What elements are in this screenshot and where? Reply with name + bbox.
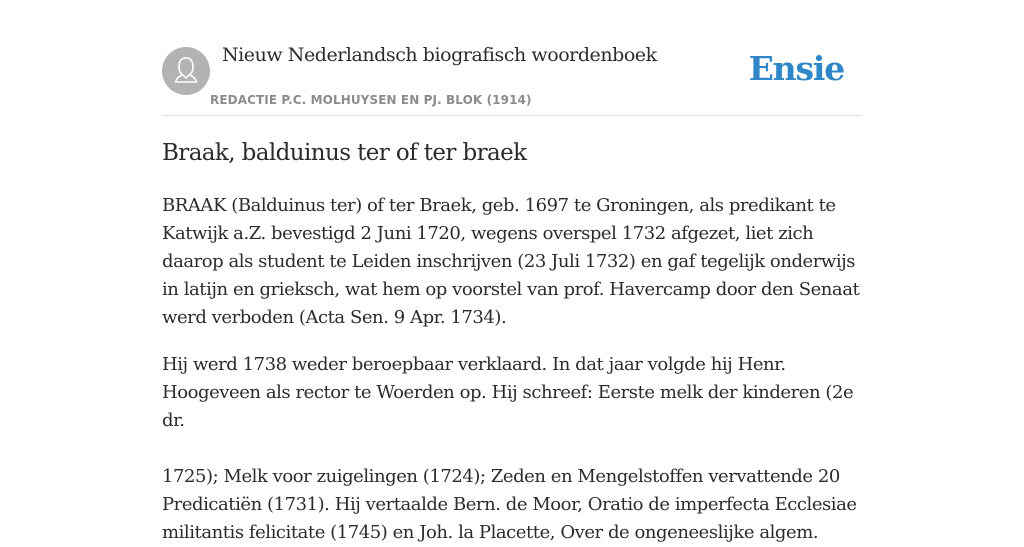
header-divider xyxy=(162,115,862,116)
ensie-logo[interactable]: Ensie xyxy=(748,49,844,88)
source-title[interactable]: Nieuw Nederlandsch biografisch woordenboek xyxy=(222,44,657,66)
article-title: Braak, balduinus ter of ter braek xyxy=(162,140,527,166)
source-avatar[interactable] xyxy=(162,47,210,95)
user-icon xyxy=(162,47,210,95)
article-body xyxy=(162,192,862,547)
article-paragraph: Hij werd 1738 weder beroepbaar verklaard. In dat jaar volgde hij Henr. Hoogeveen als rector te Woerden op. Hij schreef: Eerste melk der kinderen (2e dr. 1725); Melk voor zuigelingen (1724); Zeden en Mengelstoffen vervattende 20 Predicatiën (1731). Hij vertaalde Bern. de Moor, Oratio de imperfecta Ecclesiae militantis felicitate (1745) en Joh. la Placette, Over de ongeneeslijke algem. xyxy=(162,354,857,543)
source-subtitle: REDACTIE P.C. MOLHUYSEN EN PJ. BLOK (1914) xyxy=(210,93,532,107)
article-page xyxy=(162,0,862,543)
article-paragraph: BRAAK (Balduinus ter) of ter Braek, geb. 1697 te Groningen, als predikant te Katwijk a.Z. bevestigd 2 Juni 1720, wegens overspel 1732 afgezet, liet zich daarop als student te Leiden inschrijven (23 Juli 1732) en gaf tegelijk onderwijs in latijn en grieksch, wat hem op voorstel van prof. Havercamp door den Senaat werd verboden (Acta Sen. 9 Apr. 1734). xyxy=(162,195,860,328)
